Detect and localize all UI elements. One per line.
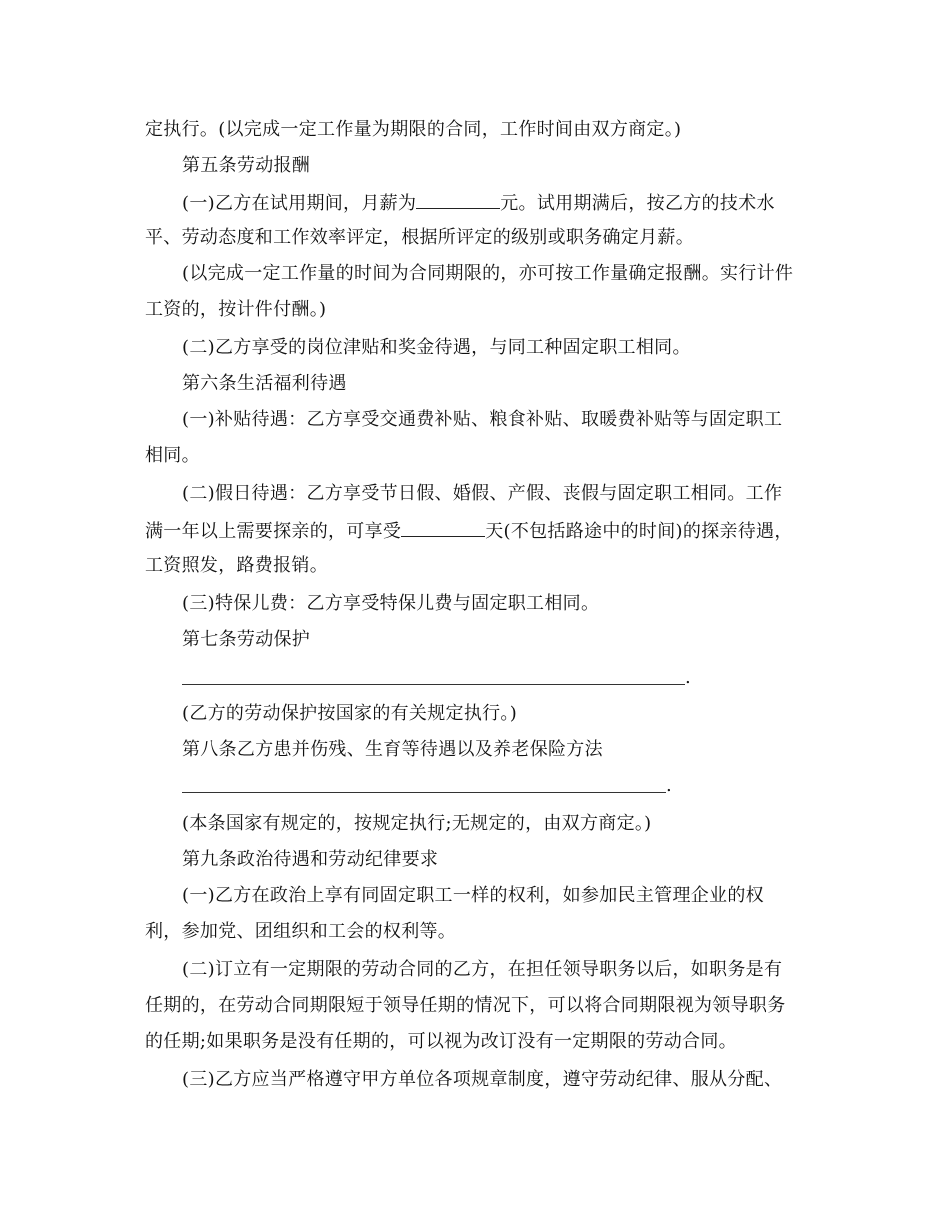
- rule-end-mark: .: [666, 775, 672, 796]
- text-line: 平、劳动态度和工作效率评定，根据所评定的级别或职务确定月薪。: [145, 227, 694, 248]
- text-line: [182, 190, 775, 216]
- text-line: (三)特保儿费：乙方享受特保儿费与固定职工相同。: [182, 593, 600, 614]
- fill-in-blank: [401, 518, 485, 537]
- text-line: 的任期;如果职务是没有任期的，可以视为改订没有一定期限的劳动合同。: [145, 1031, 737, 1052]
- text-line: (本条国家有规定的，按规定执行;无规定的，由双方商定。): [182, 813, 652, 834]
- section-heading-7: 第七条劳动保护: [182, 629, 311, 650]
- section-heading-8: 第八条乙方患并伤残、生育等待遇以及养老保险方法: [182, 739, 603, 760]
- fill-in-blank: [416, 190, 500, 209]
- fill-in-rule: [182, 792, 666, 793]
- text-line: (乙方的劳动保护按国家的有关规定执行。): [182, 703, 518, 724]
- text-line: 任期的，在劳动合同期限短于领导任期的情况下，可以将合同期限视为领导职务: [145, 995, 786, 1016]
- text-line: 工资照发，路费报销。: [145, 555, 328, 576]
- text-line: (以完成一定工作量的时间为合同期限的，亦可按工作量确定报酬。实行计件: [182, 263, 794, 284]
- text-line: 定执行。(以完成一定工作量为期限的合同，工作时间由双方商定。): [145, 119, 682, 140]
- section-heading-6: 第六条生活福利待遇: [182, 373, 347, 394]
- text-line: 利，参加党、团组织和工会的权利等。: [145, 921, 457, 942]
- text-line: 相同。: [145, 445, 200, 466]
- text-line: [145, 518, 793, 544]
- section-heading-9: 第九条政治待遇和劳动纪律要求: [182, 849, 439, 870]
- text-fragment: (一)乙方在试用期间，月薪为: [182, 193, 417, 214]
- text-line: (二)假日待遇：乙方享受节日假、婚假、产假、丧假与固定职工相同。工作: [182, 483, 783, 504]
- text-fragment: 天(不包括路途中的时间)的探亲待遇，: [485, 521, 793, 542]
- rule-end-mark: .: [685, 667, 691, 688]
- text-line: (一)补贴待遇：乙方享受交通费补贴、粮食补贴、取暖费补贴等与固定职工: [182, 409, 783, 430]
- text-line: (一)乙方在政治上享有同固定职工一样的权利，如参加民主管理企业的权: [182, 885, 764, 906]
- text-fragment: 元。试用期满后，按乙方的技术水: [500, 193, 775, 214]
- fill-in-rule: [182, 684, 685, 685]
- section-heading-5: 第五条劳动报酬: [182, 155, 311, 176]
- text-line: (二)乙方享受的岗位津贴和奖金待遇，与同工种固定职工相同。: [182, 337, 691, 358]
- text-line: (三)乙方应当严格遵守甲方单位各项规章制度，遵守劳动纪律、服从分配、: [182, 1069, 783, 1090]
- text-line: (二)订立有一定期限的劳动合同的乙方，在担任领导职务以后，如职务是有: [182, 959, 783, 980]
- text-fragment: 满一年以上需要探亲的，可享受: [145, 521, 402, 542]
- text-line: 工资的，按计件付酬。): [145, 299, 327, 320]
